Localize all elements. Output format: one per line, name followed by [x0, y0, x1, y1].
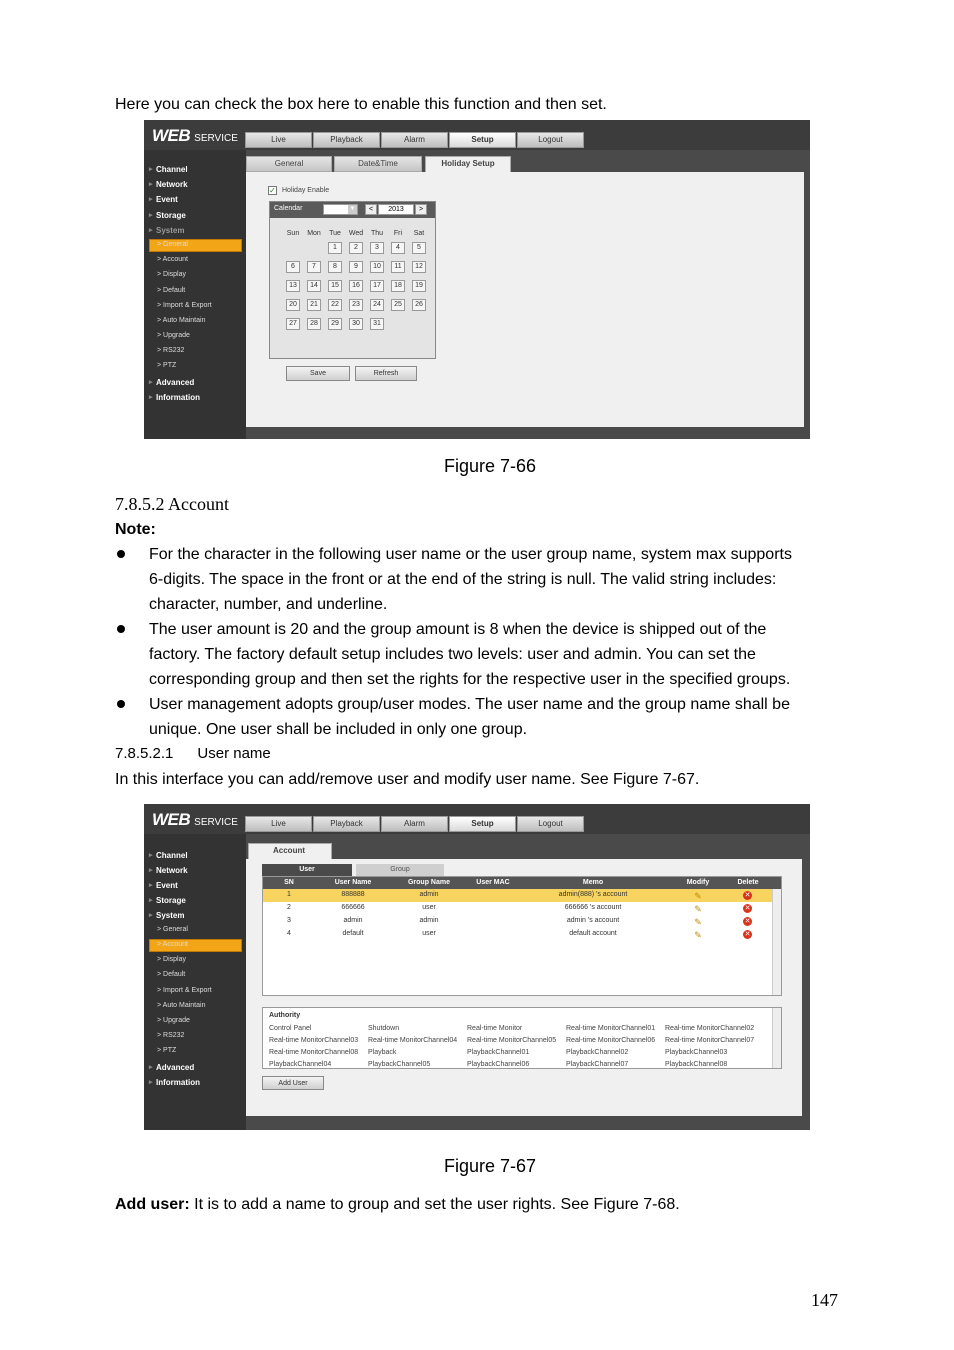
authority-scrollbar[interactable]	[772, 1008, 781, 1068]
sidebar-sub-auto-maintain[interactable]: > Auto Maintain	[157, 317, 205, 324]
sidebar-sub-import-export[interactable]: > Import & Export	[157, 302, 212, 309]
bullet-text-line: factory. The factory default setup includes two levels: user and admin. You can set the	[149, 646, 756, 663]
figure-caption-1: Figure 7-66	[444, 456, 537, 476]
month-select[interactable]: Jan ▼	[323, 204, 358, 215]
calendar-day[interactable]: 6	[286, 261, 300, 273]
subsection-heading: 7.8.5.2.1 User name	[115, 745, 271, 762]
sidebar-sub-display[interactable]: > Display	[157, 956, 186, 963]
modify-icon[interactable]: ✎	[694, 891, 702, 901]
nav-playback[interactable]: Playback	[313, 816, 380, 832]
calendar-day[interactable]: 26	[412, 299, 426, 311]
col-modify: Modify	[686, 879, 710, 886]
calendar-day[interactable]: 31	[370, 318, 384, 330]
table-cell: 2	[287, 904, 291, 911]
delete-icon[interactable]: ✕	[744, 931, 751, 938]
page-number: 147	[811, 1290, 838, 1310]
chevron-down-icon: ▼	[349, 206, 356, 212]
sidebar-item-advanced[interactable]: ▸ Advanced	[156, 1063, 194, 1072]
calendar-day[interactable]: 14	[307, 280, 321, 292]
sidebar-item-channel[interactable]: ▸ Channel	[156, 851, 188, 860]
sidebar-sub-ptz[interactable]: > PTZ	[157, 362, 176, 369]
calendar-day[interactable]: 23	[349, 299, 363, 311]
authority-item[interactable]: PlaybackChannel07	[566, 1061, 629, 1068]
sidebar-item-system[interactable]: ▸ System	[156, 226, 184, 235]
add-user-paragraph: Add user: It is to add a name to group and set the user rights. See Figure 7-68.	[115, 1196, 680, 1213]
authority-item[interactable]: Real-time MonitorChannel04	[368, 1037, 458, 1044]
sidebar-item-event[interactable]: ▸ Event	[156, 195, 178, 204]
sidebar-sub-general[interactable]: > General	[157, 926, 188, 933]
authority-item[interactable]: PlaybackChannel03	[665, 1049, 728, 1056]
sidebar-sub-display[interactable]: > Display	[157, 271, 186, 278]
sidebar-item-information[interactable]: ▸ Information	[156, 1078, 200, 1087]
sidebar	[144, 834, 246, 1130]
authority-label: Authority	[269, 1012, 301, 1019]
table-cell: 666666 's account	[564, 904, 622, 911]
top-bar	[144, 120, 810, 150]
sidebar-item-information[interactable]: ▸ Information	[156, 393, 200, 402]
sidebar-sub-general[interactable]: > General	[157, 241, 188, 248]
day-name-sat: Sat	[413, 230, 425, 237]
calendar-day[interactable]: 30	[349, 318, 363, 330]
sidebar-item-advanced[interactable]: ▸ Advanced	[156, 378, 194, 387]
calendar-day[interactable]: 28	[307, 318, 321, 330]
delete-icon[interactable]: ✕	[744, 918, 751, 925]
sidebar-item-system[interactable]: ▸ System	[156, 911, 184, 920]
calendar-day[interactable]: 12	[412, 261, 426, 273]
bullet-text-line: character, number, and underline.	[149, 596, 388, 613]
sidebar-sub-upgrade[interactable]: > Upgrade	[157, 1017, 190, 1024]
holiday-panel	[246, 172, 804, 427]
authority-item[interactable]: Real-time MonitorChannel02	[665, 1025, 755, 1032]
nav-alarm[interactable]: Alarm	[381, 816, 448, 832]
subsection-intro: In this interface you can add/remove user and modify user name. See Figure 7-67.	[115, 771, 700, 788]
table-cell: admin	[343, 917, 363, 924]
calendar-day[interactable]: 1	[328, 242, 342, 254]
section-heading: 7.8.5.2 Account	[115, 494, 229, 514]
bullet-icon	[117, 700, 125, 708]
tab-date-time[interactable]: Date&Time	[334, 156, 422, 172]
table-header	[263, 877, 781, 889]
table-cell: 4	[287, 930, 291, 937]
top-bar	[144, 804, 810, 834]
web-service-logo: WEB SERVICE	[152, 126, 238, 145]
calendar-day[interactable]: 10	[370, 261, 384, 273]
sidebar-sub-ptz[interactable]: > PTZ	[157, 1047, 176, 1054]
tab-user[interactable]: User	[262, 864, 352, 876]
authority-item[interactable]: Real-time MonitorChannel03	[269, 1037, 359, 1044]
calendar-day[interactable]: 15	[328, 280, 342, 292]
authority-item[interactable]: Real-time MonitorChannel07	[665, 1037, 755, 1044]
day-name-thu: Thu	[370, 230, 384, 237]
bullet-text-line: For the character in the following user name or the user group name, system max supports	[149, 546, 792, 563]
add-user-button[interactable]: Add User	[262, 1076, 324, 1090]
authority-item[interactable]: Real-time MonitorChannel08	[269, 1049, 359, 1056]
calendar-day[interactable]: 16	[349, 280, 363, 292]
sidebar-sub-rs232[interactable]: > RS232	[157, 1032, 184, 1039]
nav-logout[interactable]: Logout	[517, 132, 584, 148]
sidebar-sub-rs232[interactable]: > RS232	[157, 347, 184, 354]
calendar-day[interactable]: 8	[328, 261, 342, 273]
sidebar-item-storage[interactable]: ▸ Storage	[156, 896, 186, 905]
table-row[interactable]	[263, 928, 773, 941]
table-cell: admin(888) 's account	[558, 891, 628, 898]
delete-icon[interactable]: ✕	[744, 905, 751, 912]
intro-text: Here you can check the box here to enable this function and then set.	[115, 96, 607, 113]
figure-caption-2: Figure 7-67	[444, 1156, 537, 1176]
calendar-day[interactable]: 27	[286, 318, 300, 330]
year-field[interactable]: 2013	[378, 204, 414, 215]
sidebar-sub-default[interactable]: > Default	[157, 287, 185, 294]
calendar-day[interactable]: 2	[349, 242, 363, 254]
authority-item[interactable]: Real-time MonitorChannel06	[566, 1037, 656, 1044]
col-user-mac: User MAC	[476, 879, 510, 886]
col-sn: SN	[284, 879, 294, 886]
calendar-day[interactable]: 5	[412, 242, 426, 254]
calendar-day[interactable]: 24	[370, 299, 384, 311]
calendar-day[interactable]: 17	[370, 280, 384, 292]
calendar-day[interactable]: 29	[328, 318, 342, 330]
table-row[interactable]	[263, 915, 773, 928]
authority-item[interactable]: PlaybackChannel08	[665, 1061, 728, 1068]
calendar-day[interactable]: 18	[391, 280, 405, 292]
sidebar-sub-import-export[interactable]: > Import & Export	[157, 987, 212, 994]
calendar	[269, 201, 436, 359]
col-memo: Memo	[582, 879, 604, 886]
figure-account	[144, 804, 810, 1130]
nav-alarm[interactable]: Alarm	[381, 132, 448, 148]
bullet-text-line: unique. One user shall be included in only one group.	[149, 721, 528, 738]
nav-setup[interactable]: Setup	[449, 132, 516, 148]
table-row[interactable]	[263, 889, 773, 902]
save-button[interactable]: Save	[286, 366, 350, 381]
sidebar	[144, 150, 246, 439]
calendar-day[interactable]: 7	[307, 261, 321, 273]
sidebar-sub-account[interactable]: > Account	[157, 256, 188, 263]
calendar-day[interactable]: 25	[391, 299, 405, 311]
authority-item[interactable]: PlaybackChannel02	[566, 1049, 629, 1056]
bullet-text-line: corresponding group and then set the rights for the respective user in the specified groups.	[149, 671, 791, 688]
modify-icon[interactable]: ✎	[694, 917, 702, 927]
nav-live[interactable]: Live	[245, 816, 312, 832]
calendar-day[interactable]: 20	[286, 299, 300, 311]
sidebar-item-network[interactable]: ▸ Network	[156, 180, 188, 189]
table-cell: 1	[287, 891, 291, 898]
bullet-text-line: The user amount is 20 and the group amount is 8 when the device is shipped out of the	[149, 621, 767, 638]
calendar-day[interactable]: 21	[307, 299, 321, 311]
authority-item[interactable]: Playback	[368, 1049, 397, 1056]
calendar-header	[270, 202, 435, 218]
sidebar-sub-upgrade[interactable]: > Upgrade	[157, 332, 190, 339]
bullet-text-line: 6-digits. The space in the front or at the end of the string is null. The valid string includes:	[149, 571, 777, 588]
figure-holiday-setup	[144, 120, 810, 439]
col-user-name: User Name	[334, 879, 372, 886]
bullet-icon	[117, 550, 125, 558]
authority-item[interactable]: PlaybackChannel06	[467, 1061, 530, 1068]
calendar-day[interactable]: 13	[286, 280, 300, 292]
day-name-tue: Tue	[329, 230, 341, 237]
col-group-name: Group Name	[407, 879, 450, 886]
authority-item[interactable]: Real-time MonitorChannel01	[566, 1025, 656, 1032]
calendar-day[interactable]: 9	[349, 261, 363, 273]
calendar-day[interactable]: 3	[370, 242, 384, 254]
day-name-wed: Wed	[348, 230, 364, 237]
calendar-day[interactable]: 11	[391, 261, 405, 273]
sidebar-sub-account[interactable]: > Account	[157, 941, 188, 948]
authority-item[interactable]: Control Panel	[269, 1025, 312, 1032]
prev-year-button[interactable]: <	[365, 204, 377, 215]
modify-icon[interactable]: ✎	[694, 904, 702, 914]
nav-playback[interactable]: Playback	[313, 132, 380, 148]
table-scrollbar[interactable]	[772, 889, 781, 995]
nav-logout[interactable]: Logout	[517, 816, 584, 832]
tab-group[interactable]: Group	[356, 864, 444, 876]
bullet-text-line: User management adopts group/user modes. The user name and the group name shall be	[149, 696, 790, 713]
sidebar-item-channel[interactable]: ▸ Channel	[156, 165, 188, 174]
next-year-button[interactable]: >	[415, 204, 427, 215]
table-cell: default	[342, 930, 364, 937]
user-table	[262, 876, 782, 996]
table-cell: user	[422, 904, 436, 911]
calendar-label: Calendar	[274, 205, 303, 212]
authority-item[interactable]: PlaybackChannel04	[269, 1061, 332, 1068]
authority-item[interactable]: Real-time MonitorChannel05	[467, 1037, 557, 1044]
tab-holiday-setup[interactable]: Holiday Setup	[425, 156, 511, 173]
sidebar-sub-default[interactable]: > Default	[157, 971, 185, 978]
holiday-enable-checkbox[interactable]: ✓	[269, 186, 276, 195]
day-name-mon: Mon	[307, 230, 321, 237]
account-panel	[246, 859, 802, 1116]
note-label: Note:	[115, 521, 156, 538]
authority-item[interactable]: Shutdown	[368, 1025, 400, 1032]
nav-live[interactable]: Live	[245, 132, 312, 148]
tab-general[interactable]: General	[246, 156, 332, 172]
tab-account[interactable]: Account	[248, 843, 332, 860]
calendar-day[interactable]: 4	[391, 242, 405, 254]
table-row[interactable]	[263, 902, 773, 915]
table-cell: 888888	[341, 891, 365, 898]
table-cell: admin 's account	[566, 917, 620, 924]
col-delete: Delete	[737, 879, 759, 886]
sidebar-sub-auto-maintain[interactable]: > Auto Maintain	[157, 1002, 205, 1009]
calendar-day[interactable]: 19	[412, 280, 426, 292]
day-name-sun: Sun	[286, 230, 300, 237]
web-service-logo: WEB SERVICE	[152, 810, 238, 829]
table-cell: 666666	[341, 904, 365, 911]
authority-item[interactable]: PlaybackChannel01	[467, 1049, 530, 1056]
delete-icon[interactable]: ✕	[744, 892, 751, 899]
sidebar-item-storage[interactable]: ▸ Storage	[156, 211, 186, 220]
sidebar-item-event[interactable]: ▸ Event	[156, 881, 178, 890]
modify-icon[interactable]: ✎	[694, 930, 702, 940]
bullet-icon	[117, 625, 125, 633]
refresh-button[interactable]: Refresh	[355, 366, 417, 381]
table-cell: admin	[419, 917, 439, 924]
table-cell: admin	[419, 891, 439, 898]
holiday-enable-label: Holiday Enable	[282, 187, 330, 194]
authority-item[interactable]: PlaybackChannel05	[368, 1061, 431, 1068]
nav-setup[interactable]: Setup	[449, 816, 516, 832]
day-name-fri: Fri	[393, 230, 403, 237]
table-cell: 3	[287, 917, 291, 924]
authority-item[interactable]: Real-time Monitor	[467, 1025, 523, 1032]
table-cell: user	[422, 930, 436, 937]
authority-list	[262, 1007, 782, 1069]
table-cell: default account	[569, 930, 617, 937]
sidebar-item-network[interactable]: ▸ Network	[156, 866, 188, 875]
calendar-day[interactable]: 22	[328, 299, 342, 311]
